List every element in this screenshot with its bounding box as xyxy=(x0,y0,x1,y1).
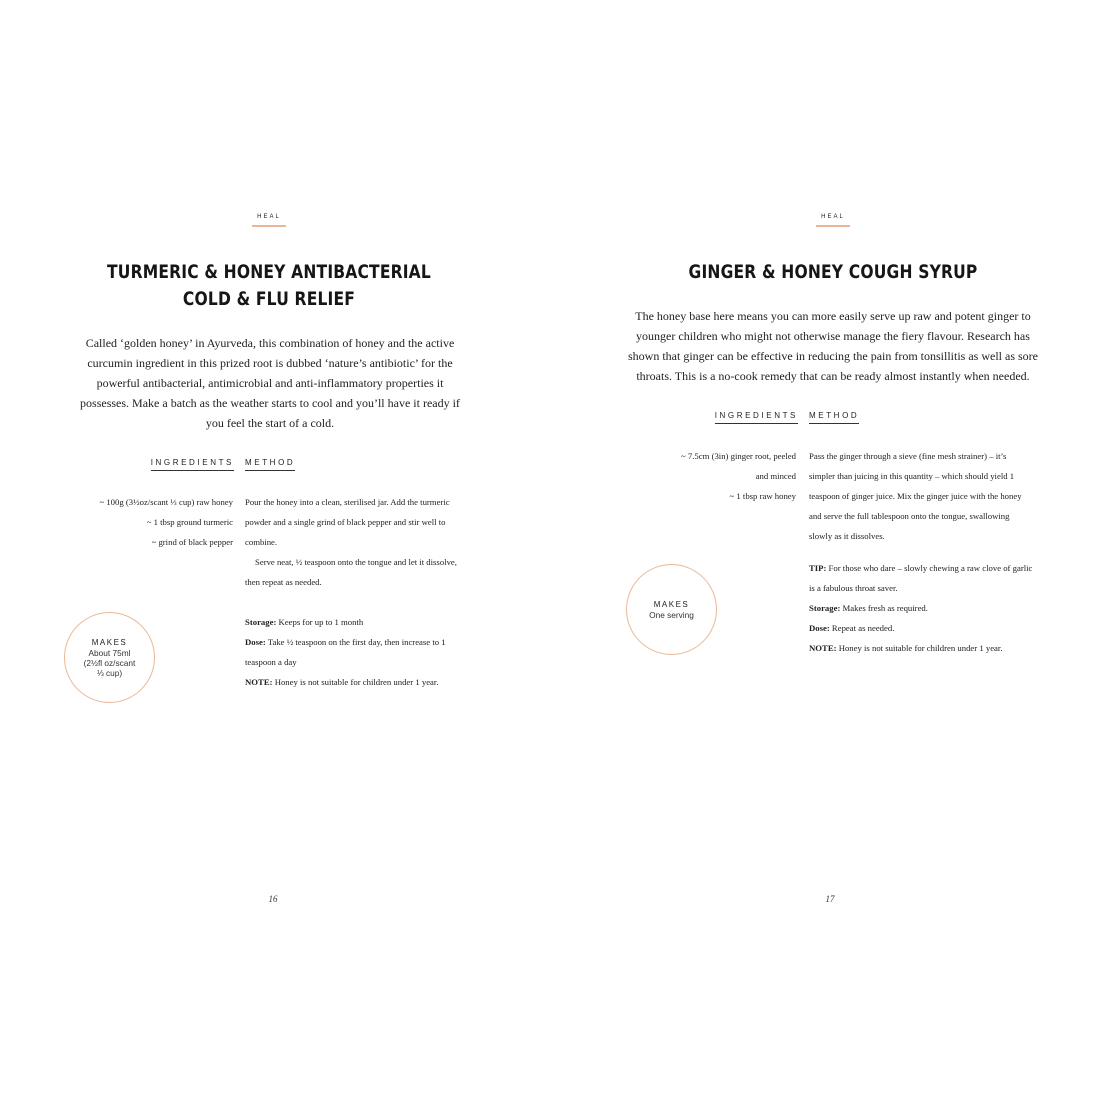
page-number: 17 xyxy=(825,894,835,904)
right-page xyxy=(553,0,1106,1102)
makes-value: One serving xyxy=(649,609,694,620)
warning-note: NOTE: Honey is not suitable for children under 1 year. xyxy=(245,677,439,687)
dose-note: Dose: Take ½ teaspoon on the first day, then increase to 1 teaspoon a day xyxy=(245,637,446,667)
recipe-title-line-2: COLD & FLU RELIEF xyxy=(182,289,356,310)
recipe-title-line-1: TURMERIC & HONEY ANTIBACTERIAL xyxy=(107,262,431,283)
page-number: 16 xyxy=(268,894,278,904)
section-rule xyxy=(252,225,286,227)
section-tag: HEAL xyxy=(257,214,281,220)
ingredients-list xyxy=(99,492,233,552)
method-text xyxy=(245,492,467,692)
ingredient-item: ~ 7.5cm (3in) ginger root, peeled xyxy=(681,451,796,461)
method-text xyxy=(809,446,1033,658)
tip-note: TIP: For those who dare – slowly chewing a raw clove of garlic is a fabulous throat saver. xyxy=(809,563,1033,593)
recipe-title-line-1: GINGER & HONEY COUGH SYRUP xyxy=(688,262,978,283)
makes-value: About 75ml (2½fl oz/scant ⅓ cup) xyxy=(83,647,136,678)
ingredients-heading: INGREDIENTS xyxy=(151,458,234,471)
dose-note: Dose: Repeat as needed. xyxy=(809,623,895,633)
ingredients-list xyxy=(681,446,796,506)
recipe-title xyxy=(60,259,478,313)
section-rule xyxy=(816,225,850,227)
recipe-intro: Called ‘golden honey’ in Ayurveda, this combination of honey and the active curcumin ingredient in this prized root is dubbed ‘nature’s antibiotic’ for the powerful antibacterial, antimicrobial and anti-inflammatory properties it possesses. Make a batch as the weather starts to cool and you’ll have it ready if you feel the start of a cold. xyxy=(80,336,460,430)
method-heading: METHOD xyxy=(809,411,859,424)
method-step: Pour the honey into a clean, sterilised jar. Add the turmeric powder and a single grind of black pepper and stir well to combine. xyxy=(245,497,450,547)
recipe-title xyxy=(615,259,1052,286)
method-step: Serve neat, ½ teaspoon onto the tongue and let it dissolve, then repeat as needed. xyxy=(245,557,457,587)
makes-label: MAKES xyxy=(653,599,690,609)
method-heading: METHOD xyxy=(245,458,295,471)
ingredient-item: ~ 1 tbsp raw honey xyxy=(729,491,796,501)
ingredient-item: and minced xyxy=(755,471,796,481)
warning-note: NOTE: Honey is not suitable for children under 1 year. xyxy=(809,643,1003,653)
makes-badge xyxy=(626,564,717,655)
ingredient-item: ~ 100g (3½oz/scant ⅓ cup) raw honey xyxy=(99,497,233,507)
section-tag: HEAL xyxy=(821,214,845,220)
ingredient-item: ~ grind of black pepper xyxy=(151,537,233,547)
makes-label: MAKES xyxy=(91,637,128,647)
ingredient-item: ~ 1 tbsp ground turmeric xyxy=(146,517,233,527)
method-step: Pass the ginger through a sieve (fine mesh strainer) – it’s simpler than juicing in this quantity – which should yield 1 teaspoon of ginger juice. Mix the ginger juice with the honey and serve the full tablespoon onto the tongue, swallowing slowly as it dissolves. xyxy=(809,451,1022,541)
ingredients-heading: INGREDIENTS xyxy=(715,411,798,424)
makes-badge xyxy=(64,612,155,703)
recipe-intro: The honey base here means you can more easily serve up raw and potent ginger to younger children who might not otherwise manage the fiery flavour. Research has shown that ginger can be effective in reducing the pain from tonsillitis as well as sore throats. This is a no-cook remedy that can be ready almost instantly when needed. xyxy=(628,309,1038,383)
storage-note: Storage: Keeps for up to 1 month xyxy=(245,617,364,627)
storage-note: Storage: Makes fresh as required. xyxy=(809,603,928,613)
